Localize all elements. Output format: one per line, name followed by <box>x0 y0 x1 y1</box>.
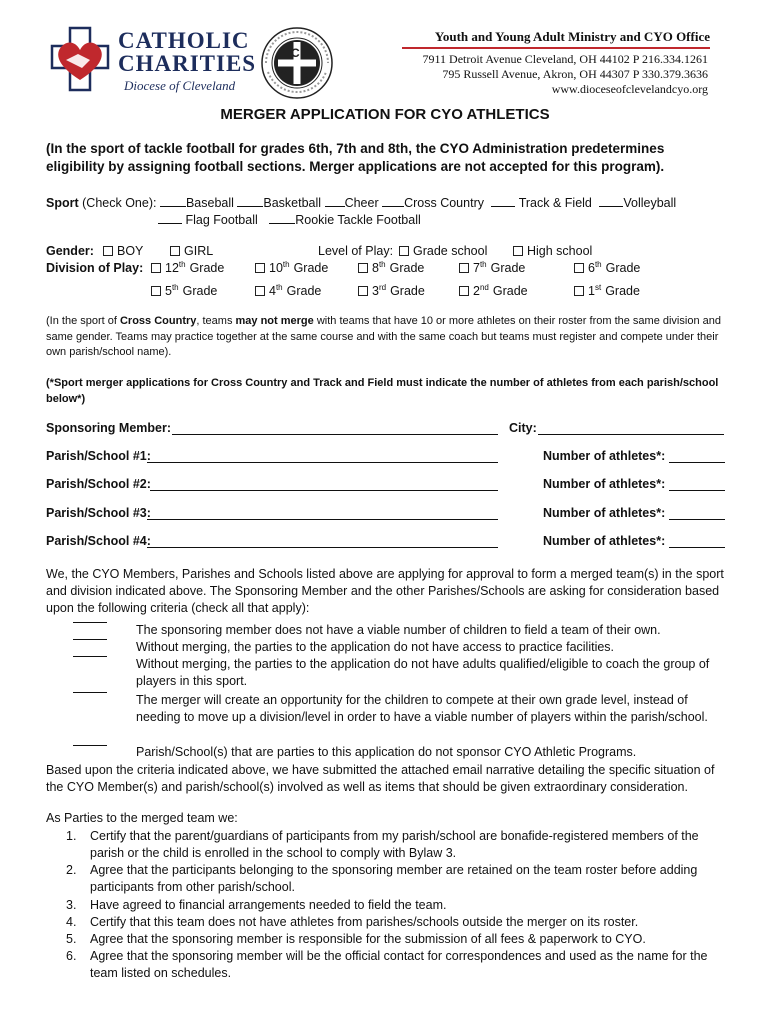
grade-number: 8 <box>372 261 379 275</box>
grade-word: Grade <box>189 261 225 275</box>
grade-word: Grade <box>182 284 218 298</box>
division-label: Division of Play: <box>46 261 144 275</box>
party-item-1-text: Certify that the parent/guardians of participants from my parish/school are bonafide-registered members of the parish or the child is enrolled in the school to comply with Bylaw 3. <box>90 829 699 860</box>
party-item-5-number: 5. <box>66 932 77 946</box>
division-grade-2-option[interactable] <box>459 283 528 299</box>
party-item-3-text: Have agreed to financial arrangements needed to field the team. <box>90 898 447 912</box>
header-accent-rule <box>402 47 710 49</box>
grade-suffix: st <box>594 282 602 292</box>
grade-word: Grade <box>390 284 425 298</box>
party-item-2-text: Agree that the participants belonging to the sponsoring member are retained on the team roster before adding participants from other parish/school. <box>90 863 698 894</box>
sport-row-2 <box>158 211 421 228</box>
sport-option-flag-football: Flag Football <box>185 213 258 227</box>
catholic-charities-logo <box>44 26 257 96</box>
checkbox-grade-1[interactable] <box>574 286 584 296</box>
party-item-4-number: 4. <box>66 915 77 929</box>
cc-note-text-2: , teams <box>196 315 236 327</box>
cyo-seal-icon <box>260 26 334 100</box>
gender-girl-option[interactable] <box>170 243 213 259</box>
cc-note-text-3: with teams that have 10 or more athletes on their roster from the same division and same gender. Teams may practice together at the same course and with the same coach but teams must register and compete under their own parish/school name). <box>46 315 721 358</box>
intro-paragraph: We, the CYO Members, Parishes and Schools listed above are applying for approval to form a merged team(s) in the sport and division indicated above. The Sponsoring Member and the other Parishes/Schools are asking for consideration based upon the following criteria (check all that apply): <box>46 567 724 615</box>
sport-basketball-blank[interactable] <box>237 194 263 207</box>
address-cleveland: 7911 Detroit Avenue Cleveland, OH 44102 P 216.334.1261 <box>422 52 708 66</box>
sport-cheer-blank[interactable] <box>325 194 345 207</box>
grade-number: 5 <box>165 284 172 298</box>
grade-suffix: th <box>275 282 283 292</box>
grade-suffix: th <box>378 259 386 269</box>
party-item-2-number: 2. <box>66 863 77 877</box>
criteria-3: Without merging, the parties to the application do not have adults qualified/eligible to coach the group of players in this sport. <box>136 657 710 688</box>
grade-number: 12 <box>165 261 179 275</box>
grade-suffix: th <box>178 259 186 269</box>
grade-number: 7 <box>473 261 480 275</box>
checkbox-grade-10[interactable] <box>255 263 265 273</box>
grade-word: Grade <box>605 284 640 298</box>
parish2-label: Parish/School #2: <box>46 477 151 491</box>
grade-suffix: nd <box>479 282 489 292</box>
grade-word: Grade <box>492 284 528 298</box>
gender-girl-label: GIRL <box>184 244 214 258</box>
parish3-athletes-label: Number of athletes*: <box>543 506 666 520</box>
sport-label-suffix: (Check One): <box>82 196 157 210</box>
gender-label: Gender: <box>46 244 94 258</box>
parish2-input[interactable] <box>150 477 498 491</box>
gender-boy-option[interactable] <box>103 243 143 259</box>
parish4-input[interactable] <box>147 534 498 548</box>
sport-option-volleyball: Volleyball <box>623 196 677 210</box>
cyo-seal <box>260 26 334 100</box>
page-title: MERGER APPLICATION FOR CYO ATHLETICS <box>220 106 550 123</box>
parish2-athletes-label: Number of athletes*: <box>543 477 666 491</box>
parish3-input[interactable] <box>147 506 498 520</box>
parish1-label: Parish/School #1: <box>46 449 151 463</box>
division-grade-10-option[interactable] <box>255 260 328 276</box>
level-high-school-label: High school <box>527 244 593 258</box>
parish3-athletes-input[interactable] <box>669 506 725 520</box>
sport-option-cross-country: Cross Country <box>404 196 484 210</box>
checkbox-boy[interactable] <box>103 246 113 256</box>
sport-option-rookie-tackle: Rookie Tackle Football <box>295 213 421 227</box>
sponsoring-member-input[interactable] <box>172 421 498 435</box>
division-grade-12-option[interactable] <box>151 260 224 276</box>
checkbox-grade-5[interactable] <box>151 286 161 296</box>
city-input[interactable] <box>538 421 724 435</box>
level-label: Level of Play: <box>318 244 394 258</box>
sport-option-track-field: Track & Field <box>518 196 592 210</box>
city-label: City: <box>509 421 537 435</box>
division-grade-7-option[interactable] <box>459 260 525 276</box>
division-grade-1-option[interactable] <box>574 283 640 299</box>
sport-volleyball-blank[interactable] <box>599 194 623 207</box>
logo-title-catholic: CATHOLIC <box>118 28 250 53</box>
criteria-4-blank[interactable] <box>73 692 107 693</box>
logo-title-charities: CHARITIES <box>118 51 257 76</box>
criteria-3-blank[interactable] <box>73 656 107 657</box>
grade-number: 4 <box>269 284 276 298</box>
sponsoring-member-label: Sponsoring Member: <box>46 421 172 435</box>
sport-option-baseball: Baseball <box>185 196 234 210</box>
sport-rookie-tackle-blank[interactable] <box>269 211 295 224</box>
party-item-6-text: Agree that the sponsoring member will be the official contact for correspondences and used as the name for the team listed on schedules. <box>90 949 708 980</box>
division-grade-8-option[interactable] <box>358 260 424 276</box>
level-grade-school-label: Grade school <box>413 244 488 258</box>
sport-flag-football-blank[interactable] <box>158 211 182 224</box>
division-grade-4-option[interactable] <box>255 283 321 299</box>
football-notice: (In the sport of tackle football for grades 6th, 7th and 8th, the CYO Administration predetermines eligibility by assigning football sections. Merger applications are not accepted for this program). <box>46 141 665 174</box>
grade-number: 1 <box>588 284 595 298</box>
parish4-athletes-label: Number of athletes*: <box>543 534 666 548</box>
cross-heart-icon <box>44 26 116 92</box>
sport-baseball-blank[interactable] <box>160 194 186 207</box>
sport-option-basketball: Basketball <box>263 196 322 210</box>
sport-cross-country-blank[interactable] <box>382 194 404 207</box>
sport-label: Sport <box>46 196 79 210</box>
checkbox-girl[interactable] <box>170 246 180 256</box>
criteria-2-blank[interactable] <box>73 639 107 640</box>
checkbox-grade-3[interactable] <box>358 286 368 296</box>
sport-track-blank[interactable] <box>491 194 515 207</box>
criteria-5: Parish/School(s) that are parties to this application do not sponsor CYO Athletic Programs. <box>136 745 637 759</box>
level-grade-school-option[interactable] <box>399 243 487 259</box>
checkbox-grade-6[interactable] <box>574 263 584 273</box>
grade-suffix: rd <box>378 282 387 292</box>
narrative-paragraph: Based upon the criteria indicated above, we have submitted the attached email narrative detailing the specific situation of the CYO Member(s) and parish/school(s) involved as well as items that should be given extraordinary consideration. <box>46 763 715 794</box>
parish1-input[interactable] <box>147 449 498 463</box>
criteria-5-blank[interactable] <box>73 745 107 746</box>
grade-suffix: th <box>594 259 602 269</box>
grade-word: Grade <box>293 261 329 275</box>
address-akron: 795 Russell Avenue, Akron, OH 44307 P 330.379.3636 <box>442 67 708 81</box>
grade-suffix: th <box>479 259 487 269</box>
parish4-athletes-input[interactable] <box>669 534 725 548</box>
division-grade-5-option[interactable] <box>151 283 217 299</box>
checkbox-grade-7[interactable] <box>459 263 469 273</box>
party-item-4-text: Certify that this team does not have athletes from parishes/schools outside the merger on its roster. <box>90 915 639 929</box>
criteria-4: The merger will create an opportunity for the children to compete at their own grade level, instead of needing to move up a division/level in order to have a viable number of players within the parish/school. <box>136 693 708 724</box>
party-item-1-number: 1. <box>66 829 77 843</box>
merger-note: (*Sport merger applications for Cross Country and Track and Field must indicate the number of athletes from each parish/school below*) <box>46 377 719 405</box>
grade-number: 3 <box>372 284 379 298</box>
cc-note-bold-1: Cross Country <box>119 315 197 327</box>
criteria-2: Without merging, the parties to the application do not have access to practice facilities. <box>136 640 615 654</box>
division-grade-6-option[interactable] <box>574 260 640 276</box>
party-item-6-number: 6. <box>66 949 77 963</box>
logo-subtitle: Diocese of Cleveland <box>124 78 236 93</box>
grade-number: 10 <box>269 261 283 275</box>
cc-note-text-1: (In the sport of <box>46 315 120 327</box>
criteria-1-blank[interactable] <box>73 622 107 623</box>
parish1-athletes-label: Number of athletes*: <box>543 449 666 463</box>
parish4-label: Parish/School #4: <box>46 534 151 548</box>
grade-suffix: th <box>282 259 290 269</box>
level-high-school-option[interactable] <box>513 243 592 259</box>
checkbox-grade-2[interactable] <box>459 286 469 296</box>
party-item-5-text: Agree that the sponsoring member is responsible for the submission of all fees & paperwork to CYO. <box>90 932 646 946</box>
gender-boy-label: BOY <box>117 244 144 258</box>
seal-letter-c: C <box>291 46 300 60</box>
checkbox-grade-8[interactable] <box>358 263 368 273</box>
checkbox-grade-school[interactable] <box>399 246 409 256</box>
parish2-athletes-input[interactable] <box>669 477 725 491</box>
parties-intro: As Parties to the merged team we: <box>46 811 238 825</box>
grade-suffix: th <box>171 282 179 292</box>
grade-word: Grade <box>605 261 641 275</box>
checkbox-high-school[interactable] <box>513 246 523 256</box>
seal-letter-o: O <box>304 68 314 82</box>
criteria-1: The sponsoring member does not have a viable number of children to field a team of their own. <box>136 623 661 637</box>
division-grade-3-option[interactable] <box>358 283 425 299</box>
seal-letter-y: Y <box>280 68 289 82</box>
website[interactable]: www.dioceseofclevelandcyo.org <box>551 82 708 96</box>
grade-number: 2 <box>473 284 480 298</box>
checkbox-grade-4[interactable] <box>255 286 265 296</box>
grade-word: Grade <box>490 261 526 275</box>
checkbox-grade-12[interactable] <box>151 263 161 273</box>
party-item-3-number: 3. <box>66 898 77 912</box>
sport-row-1 <box>46 194 736 211</box>
sport-option-cheer: Cheer <box>344 196 379 210</box>
grade-word: Grade <box>286 284 322 298</box>
grade-number: 6 <box>588 261 595 275</box>
cross-country-note <box>46 314 726 361</box>
cc-note-bold-2: may not merge <box>235 315 314 327</box>
office-title: Youth and Young Adult Ministry and CYO Office <box>434 29 710 44</box>
parish3-label: Parish/School #3: <box>46 506 151 520</box>
grade-word: Grade <box>389 261 425 275</box>
parish1-athletes-input[interactable] <box>669 449 725 463</box>
